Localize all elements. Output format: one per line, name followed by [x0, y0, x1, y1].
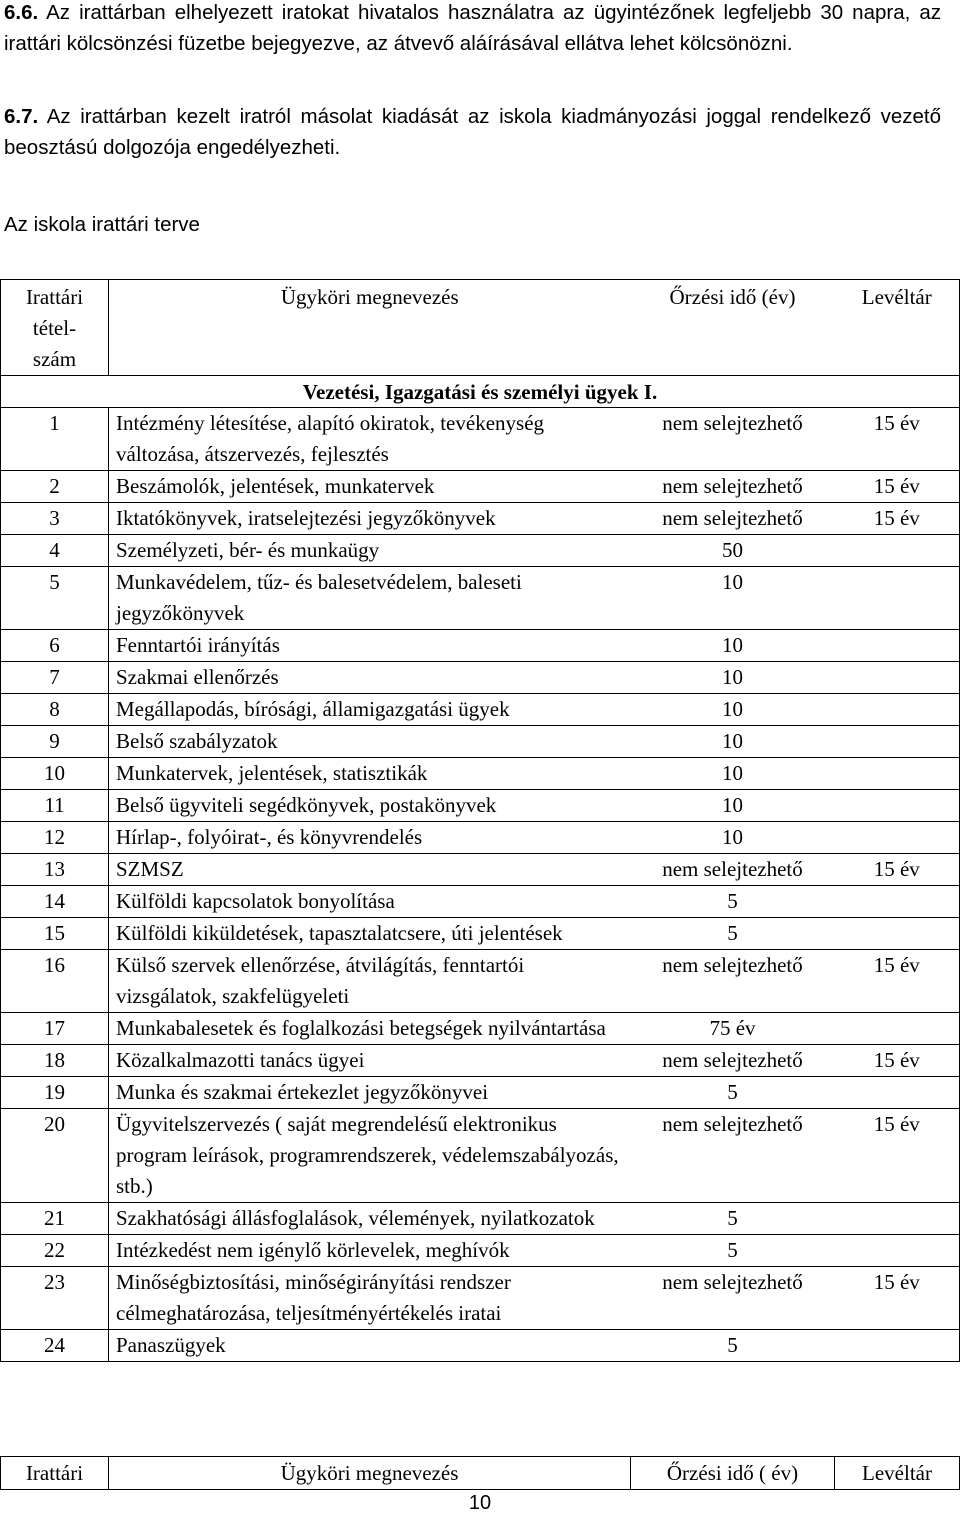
archive-cell	[835, 1077, 960, 1109]
retention-period-cell: nem selejtezhető	[631, 408, 835, 471]
archive-cell	[835, 1235, 960, 1267]
item-number-cell: 17	[1, 1013, 109, 1045]
paragraph-6-6	[4, 0, 941, 59]
subject-name-cell: Intézkedést nem igénylő körlevelek, meghívók	[109, 1235, 631, 1267]
subject-name-cell: Fenntartói irányítás	[109, 630, 631, 662]
paragraph-text: Az irattárban elhelyezett iratokat hivatalos használatra az ügyintézőnek legfeljebb 30 napra, az irattári kölcsönzési füzetbe bejegyezve, az átvevő aláírásával ellátva lehet kölcsönözni.	[4, 1, 941, 55]
archive-cell: 15 év	[835, 408, 960, 471]
archive-cell	[835, 758, 960, 790]
archive-cell: 15 év	[835, 1045, 960, 1077]
retention-period-cell: nem selejtezhető	[631, 503, 835, 535]
subject-name-cell: Megállapodás, bírósági, államigazgatási ügyek	[109, 694, 631, 726]
header-item-number: Irattári	[1, 1457, 109, 1490]
item-number-cell: 22	[1, 1235, 109, 1267]
archive-cell	[835, 662, 960, 694]
archive-cell	[835, 790, 960, 822]
table-row	[1, 758, 960, 790]
header-item-number-line: tétel-	[32, 316, 77, 340]
subject-name-cell: Belső szabályzatok	[109, 726, 631, 758]
subject-name-cell: Szakhatósági állásfoglalások, vélemények, nyilatkozatok	[109, 1203, 631, 1235]
subject-name-cell: Beszámolók, jelentések, munkatervek	[109, 471, 631, 503]
paragraph-text: Az irattárban kezelt iratról másolat kiadását az iskola kiadmányozási joggal rendelkező vezető beosztású dolgozója engedélyezheti.	[4, 105, 941, 159]
retention-period-cell: nem selejtezhető	[631, 1267, 835, 1330]
retention-period-cell: 75 év	[631, 1013, 835, 1045]
subject-name-cell: SZMSZ	[109, 854, 631, 886]
subject-name-cell: Munka és szakmai értekezlet jegyzőkönyvei	[109, 1077, 631, 1109]
header-archive: Levéltár	[835, 280, 960, 376]
table-row	[1, 1109, 960, 1203]
item-number-cell: 19	[1, 1077, 109, 1109]
section-title: Vezetési, Igazgatási és személyi ügyek I.	[1, 376, 960, 408]
subject-name-cell: Minőségbiztosítási, minőségirányítási rendszer célmeghatározása, teljesítményértékelés iratai	[109, 1267, 631, 1330]
item-number-cell: 20	[1, 1109, 109, 1203]
archive-cell	[835, 1013, 960, 1045]
subject-name-cell: Belső ügyviteli segédkönyvek, postakönyvek	[109, 790, 631, 822]
archive-cell: 15 év	[835, 503, 960, 535]
subject-name-cell: Munkabalesetek és foglalkozási betegségek nyilvántartása	[109, 1013, 631, 1045]
subject-name-cell: Intézmény létesítése, alapító okiratok, tevékenység változása, átszervezés, fejlesztés	[109, 408, 631, 471]
header-item-number-line: Irattári	[25, 285, 84, 309]
item-number-cell: 2	[1, 471, 109, 503]
table-row	[1, 503, 960, 535]
subject-name-cell: Külföldi kapcsolatok bonyolítása	[109, 886, 631, 918]
paragraph-6-7	[4, 101, 941, 163]
retention-period-cell: 10	[631, 790, 835, 822]
archive-cell: 15 év	[835, 950, 960, 1013]
table-row	[1, 408, 960, 471]
archive-cell	[835, 886, 960, 918]
paragraph-number: 6.6.	[4, 1, 39, 24]
archive-cell: 15 év	[835, 1267, 960, 1330]
table-row	[1, 1077, 960, 1109]
item-number-cell: 12	[1, 822, 109, 854]
item-number-cell: 8	[1, 694, 109, 726]
retention-period-cell: nem selejtezhető	[631, 1045, 835, 1077]
archive-cell	[835, 918, 960, 950]
header-subject-name: Ügyköri megnevezés	[109, 280, 631, 376]
page-number: 10	[468, 1492, 492, 1514]
subject-name-cell: Szakmai ellenőrzés	[109, 662, 631, 694]
retention-period-cell: 10	[631, 630, 835, 662]
table-row	[1, 790, 960, 822]
archive-cell	[835, 822, 960, 854]
retention-period-cell: 50	[631, 535, 835, 567]
archive-cell	[835, 694, 960, 726]
subject-name-cell: Személyzeti, bér- és munkaügy	[109, 535, 631, 567]
archive-cell	[835, 535, 960, 567]
subject-name-cell: Ügyvitelszervezés ( saját megrendelésű elektronikus program leírások, programrendszerek, védelemszabályozás, stb.)	[109, 1109, 631, 1203]
table-row	[1, 886, 960, 918]
archive-cell	[835, 630, 960, 662]
subject-name-cell: Panaszügyek	[109, 1330, 631, 1362]
item-number-cell: 21	[1, 1203, 109, 1235]
item-number-cell: 11	[1, 790, 109, 822]
table-row	[1, 662, 960, 694]
archive-cell: 15 év	[835, 854, 960, 886]
subject-name-cell: Hírlap-, folyóirat-, és könyvrendelés	[109, 822, 631, 854]
table-row	[1, 471, 960, 503]
header-archive: Levéltár	[835, 1457, 960, 1490]
table-row	[1, 1330, 960, 1362]
item-number-cell: 14	[1, 886, 109, 918]
item-number-cell: 15	[1, 918, 109, 950]
table-row	[1, 567, 960, 630]
table-header-row	[1, 1457, 960, 1490]
table-row	[1, 822, 960, 854]
item-number-cell: 18	[1, 1045, 109, 1077]
header-retention-period: Őrzési idő (év)	[631, 280, 835, 376]
paragraph-number: 6.7.	[4, 105, 39, 128]
table-row	[1, 726, 960, 758]
retention-period-cell: 10	[631, 726, 835, 758]
table-header-row	[1, 280, 960, 376]
subject-name-cell: Munkatervek, jelentések, statisztikák	[109, 758, 631, 790]
retention-period-cell: nem selejtezhető	[631, 950, 835, 1013]
retention-period-cell: 5	[631, 1077, 835, 1109]
header-item-number	[1, 280, 109, 376]
section-heading: Az iskola irattári terve	[4, 213, 200, 236]
table-row	[1, 535, 960, 567]
subject-name-cell: Munkavédelem, tűz- és balesetvédelem, baleseti jegyzőkönyvek	[109, 567, 631, 630]
retention-period-cell: 10	[631, 694, 835, 726]
subject-name-cell: Közalkalmazotti tanács ügyei	[109, 1045, 631, 1077]
item-number-cell: 9	[1, 726, 109, 758]
section-row	[1, 376, 960, 408]
retention-period-cell: 10	[631, 758, 835, 790]
retention-period-cell: nem selejtezhető	[631, 471, 835, 503]
header-item-number-line: szám	[32, 347, 77, 371]
retention-period-cell: nem selejtezhető	[631, 1109, 835, 1203]
table-row	[1, 950, 960, 1013]
records-retention-table	[0, 279, 960, 1362]
table-row	[1, 1235, 960, 1267]
retention-period-cell: 10	[631, 822, 835, 854]
retention-period-cell: 5	[631, 1330, 835, 1362]
subject-name-cell: Iktatókönyvek, iratselejtezési jegyzőkönyvek	[109, 503, 631, 535]
item-number-cell: 10	[1, 758, 109, 790]
item-number-cell: 3	[1, 503, 109, 535]
retention-period-cell: nem selejtezhető	[631, 854, 835, 886]
table-row	[1, 1013, 960, 1045]
table-row	[1, 918, 960, 950]
archive-cell	[835, 726, 960, 758]
table-row	[1, 1045, 960, 1077]
item-number-cell: 23	[1, 1267, 109, 1330]
retention-period-cell: 5	[631, 886, 835, 918]
subject-name-cell: Külső szervek ellenőrzése, átvilágítás, fenntartói vizsgálatok, szakfelügyeleti	[109, 950, 631, 1013]
item-number-cell: 6	[1, 630, 109, 662]
subject-name-cell: Külföldi kiküldetések, tapasztalatcsere, úti jelentések	[109, 918, 631, 950]
archive-cell	[835, 567, 960, 630]
table-row	[1, 694, 960, 726]
archive-cell	[835, 1203, 960, 1235]
retention-period-cell: 5	[631, 1235, 835, 1267]
retention-period-cell: 10	[631, 567, 835, 630]
archive-cell: 15 év	[835, 1109, 960, 1203]
item-number-cell: 7	[1, 662, 109, 694]
retention-period-cell: 10	[631, 662, 835, 694]
retention-period-cell: 5	[631, 1203, 835, 1235]
table-row	[1, 630, 960, 662]
table-row	[1, 1203, 960, 1235]
item-number-cell: 13	[1, 854, 109, 886]
table-row	[1, 854, 960, 886]
retention-period-cell: 5	[631, 918, 835, 950]
archive-cell	[835, 1330, 960, 1362]
item-number-cell: 24	[1, 1330, 109, 1362]
item-number-cell: 5	[1, 567, 109, 630]
table-row	[1, 1267, 960, 1330]
item-number-cell: 4	[1, 535, 109, 567]
archive-cell: 15 év	[835, 471, 960, 503]
repeated-table-header	[0, 1456, 960, 1490]
header-retention-period: Őrzési idő ( év)	[631, 1457, 835, 1490]
header-subject-name: Ügyköri megnevezés	[109, 1457, 631, 1490]
item-number-cell: 16	[1, 950, 109, 1013]
item-number-cell: 1	[1, 408, 109, 471]
